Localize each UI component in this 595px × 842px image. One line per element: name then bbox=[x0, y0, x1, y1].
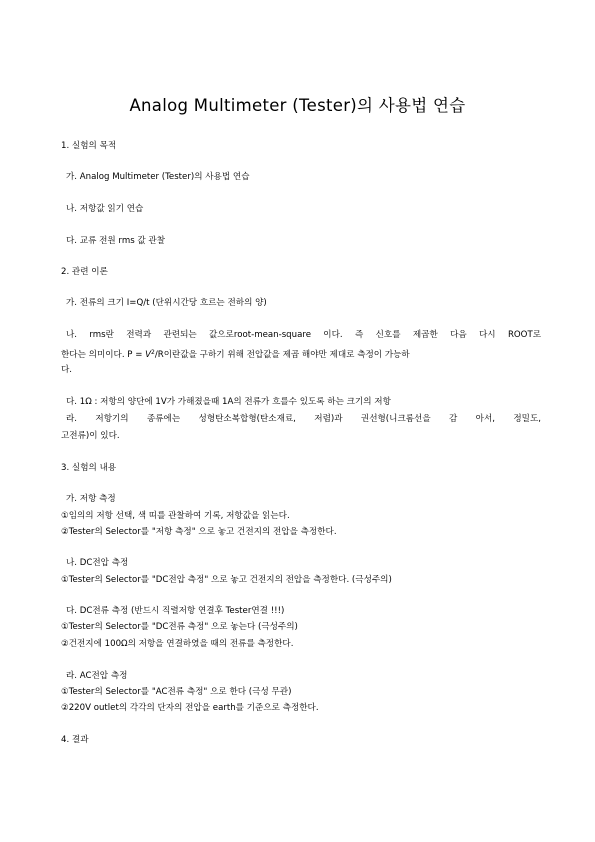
section-2-item-d-line1: 라. 저항기의 종류에는 성형탄소복합형(탄소재료, 저렴)과 권선형(니크롬선을 감 아서, 정밀도, bbox=[66, 414, 541, 424]
section-3-item-d-heading: 라. AC전압 측정 bbox=[66, 671, 128, 681]
section-3-item-b-heading: 나. DC전압 측정 bbox=[66, 558, 129, 568]
section-2-item-a: 가. 전류의 크기 I=Q/t (단위시간당 흐르는 전하의 양) bbox=[66, 298, 267, 308]
section-3-item-a-step1: ①임의의 저항 선택, 색 띠를 관찰하여 기록, 저항값을 읽는다. bbox=[61, 511, 290, 521]
section-1-item-a: 가. Analog Multimeter (Tester)의 사용법 연습 bbox=[66, 172, 250, 182]
section-2-item-b-line2-start: 한다는 의미이다. P = bbox=[61, 350, 146, 360]
document-title: Analog Multimeter (Tester)의 사용법 연습 bbox=[129, 96, 466, 115]
section-2-heading: 2. 관련 이론 bbox=[61, 267, 108, 277]
section-3-item-c-heading: 다. DC전류 측정 (반드시 직렬저항 연결후 Tester연결 !!!) bbox=[66, 606, 285, 616]
section-2-item-b-line2 bbox=[61, 347, 410, 361]
section-3-item-a-step2: ②Tester의 Selector를 "저항 측정" 으로 놓고 건전지의 전압을 측정한다. bbox=[61, 527, 337, 537]
section-3-heading: 3. 실험의 내용 bbox=[61, 463, 117, 473]
section-2-item-b-line1: 나. rms란 전력과 관련되는 값으로root-mean-square 이다. 즉 신호를 제곱한 다음 다시 ROOT로 bbox=[66, 330, 541, 340]
section-3-item-a-heading: 가. 저항 측정 bbox=[66, 494, 116, 504]
section-2-item-b-line3: 다. bbox=[61, 365, 73, 375]
section-3-item-c-step1: ①Tester의 Selector를 "DC전류 측정" 으로 놓는다 (극성주의) bbox=[61, 622, 298, 632]
section-2-item-c: 다. 1Ω : 저항의 양단에 1V가 가해졌을때 1A의 전류가 흐를수 있도록 하는 크기의 저항 bbox=[66, 397, 391, 407]
section-1-item-c: 다. 교류 전원 rms 값 관찰 bbox=[66, 236, 166, 246]
section-1-item-b: 나. 저항값 읽기 연습 bbox=[66, 204, 144, 214]
voltage-symbol: V bbox=[145, 350, 152, 360]
section-2-item-b-line2-end: /R이란값을 구하기 위해 전압값을 제곱 해야만 제대로 측정이 가능하 bbox=[154, 350, 410, 360]
section-1-heading: 1. 실험의 목적 bbox=[61, 141, 117, 151]
section-2-item-d-line2: 고전류)이 있다. bbox=[61, 431, 120, 441]
section-3-item-d-step1: ①Tester의 Selector를 "AC전류 측정" 으로 한다 (극성 무관) bbox=[61, 687, 292, 697]
section-4-heading: 4. 결과 bbox=[61, 735, 89, 745]
section-3-item-c-step2: ②건전지에 100Ω의 저항을 연결하였을 때의 전류를 측정한다. bbox=[61, 639, 294, 649]
section-3-item-b-step1: ①Tester의 Selector를 "DC전압 측정" 으로 놓고 건전지의 전압을 측정한다. (극성주의) bbox=[61, 575, 392, 585]
section-3-item-d-step2: ②220V outlet의 각각의 단자의 전압을 earth를 기준으로 측정한다. bbox=[61, 703, 319, 713]
square-superscript: 2 bbox=[151, 349, 155, 356]
